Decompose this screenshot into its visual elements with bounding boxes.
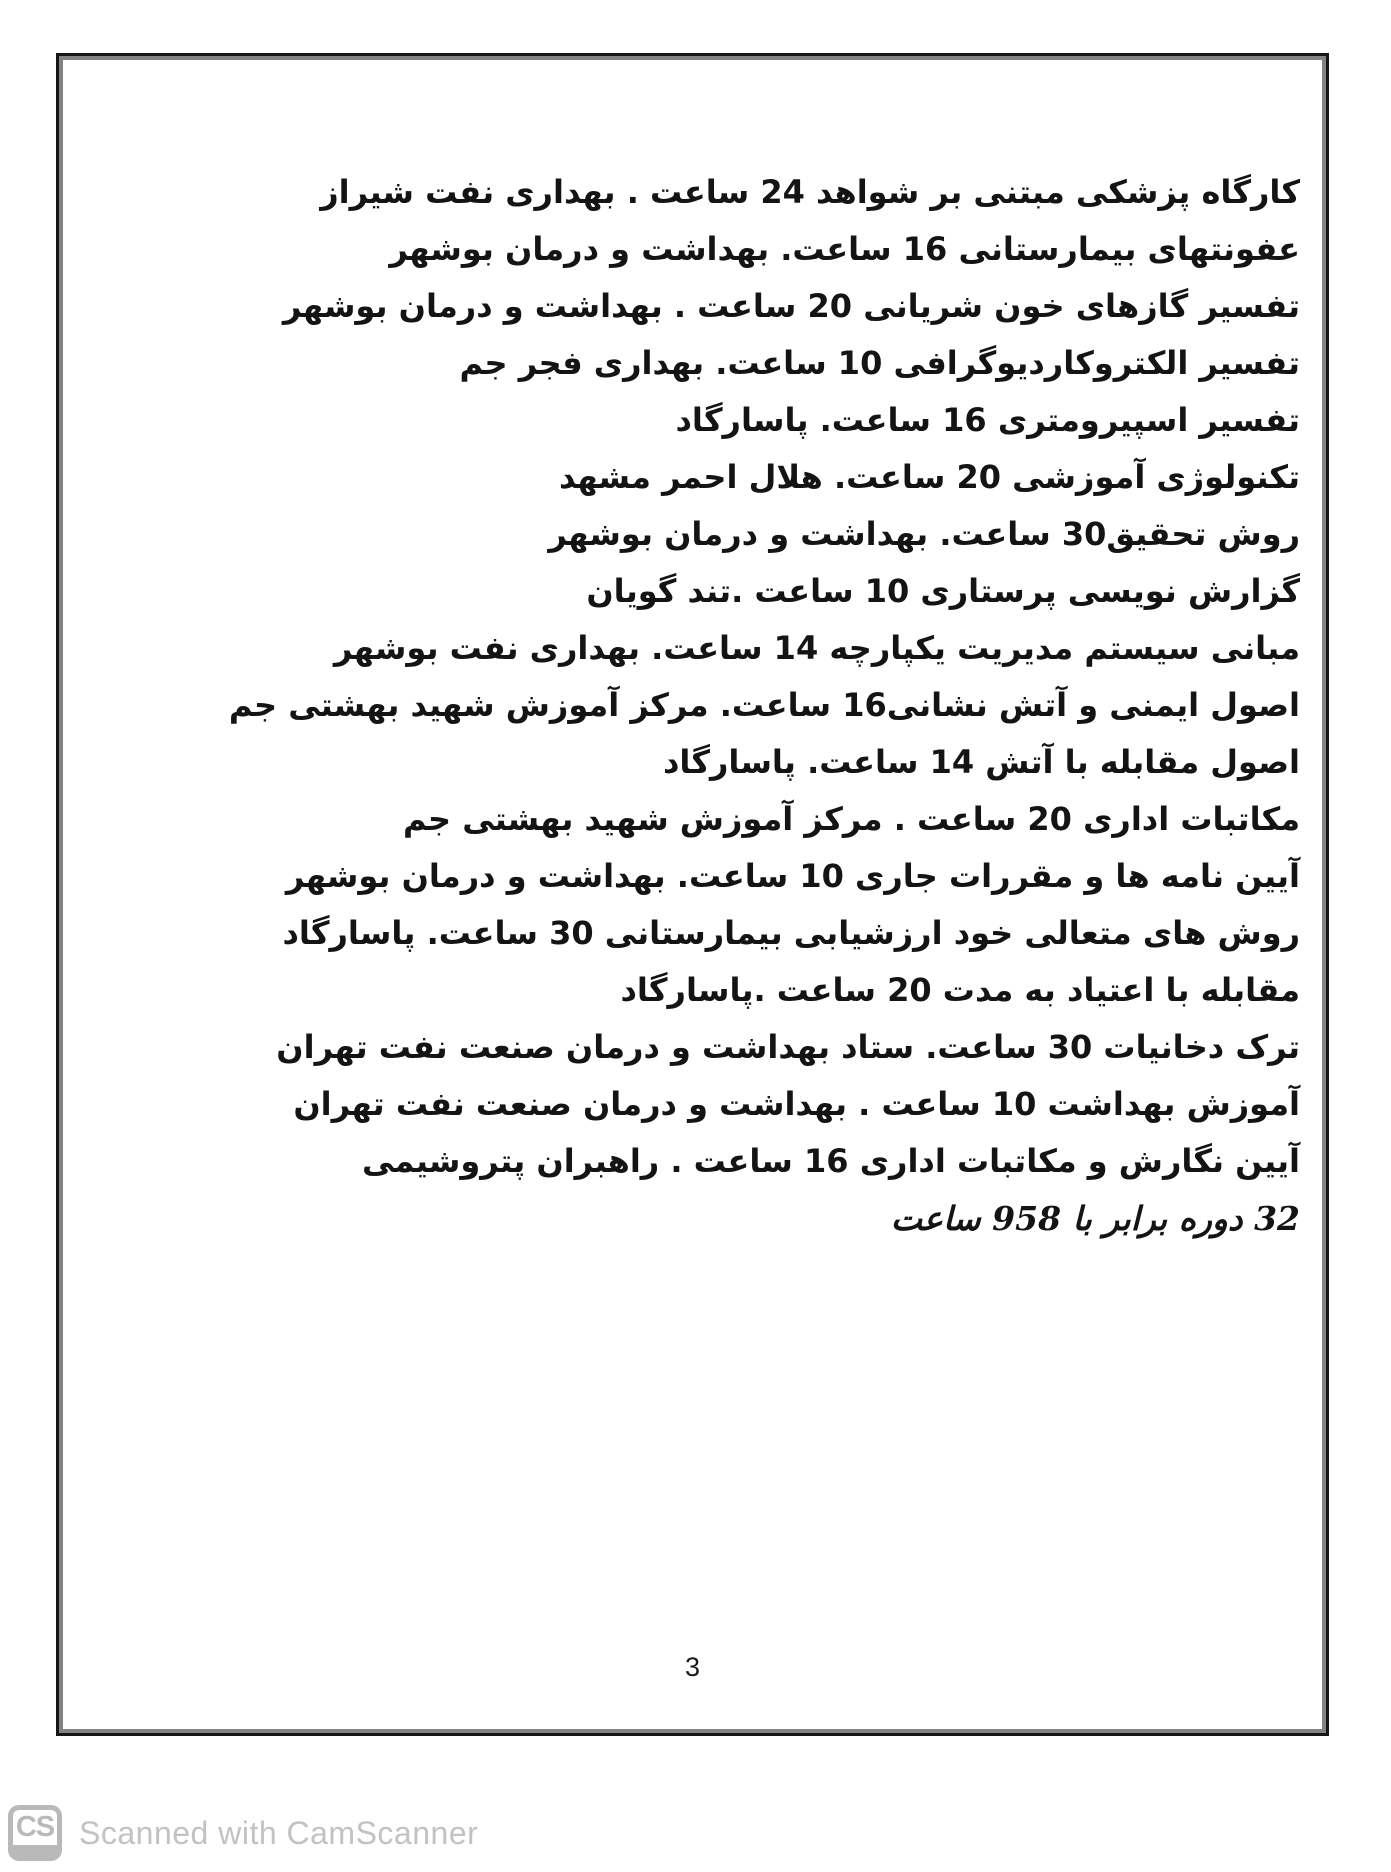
course-line: گزارش نویسی پرستاری 10 ساعت .تند گویان bbox=[586, 572, 1300, 610]
course-line: مبانی سیستم مدیریت یکپارچه 14 ساعت. بهداری نفت بوشهر bbox=[333, 629, 1300, 667]
course-line: مکاتبات اداری 20 ساعت . مرکز آموزش شهید بهشتی جم bbox=[402, 800, 1300, 838]
course-line: آیین نگارش و مکاتبات اداری 16 ساعت . راهبران پتروشیمی bbox=[362, 1142, 1300, 1180]
course-line: تکنولوژی آموزشی 20 ساعت. هلال احمر مشهد bbox=[558, 458, 1300, 496]
course-line: آموزش بهداشت 10 ساعت . بهداشت و درمان صنعت نفت تهران bbox=[293, 1085, 1300, 1123]
course-line: تفسیر گازهای خون شریانی 20 ساعت . بهداشت و درمان بوشهر bbox=[282, 287, 1300, 325]
camscanner-watermark-text: Scanned with CamScanner bbox=[79, 1814, 479, 1851]
course-line: اصول مقابله با آتش 14 ساعت. پاسارگاد bbox=[662, 743, 1300, 781]
camscanner-logo-icon bbox=[8, 1805, 62, 1861]
scanned-page-frame bbox=[56, 53, 1329, 1736]
course-line: ترک دخانیات 30 ساعت. ستاد بهداشت و درمان صنعت نفت تهران bbox=[276, 1028, 1300, 1066]
total-hours-summary: 32 دوره برابر با 958 ساعت bbox=[890, 1199, 1300, 1238]
course-line: کارگاه پزشکی مبتنی بر شواهد 24 ساعت . بهداری نفت شیراز bbox=[320, 173, 1300, 211]
course-line: آیین نامه ها و مقررات جاری 10 ساعت. بهداشت و درمان بوشهر bbox=[285, 857, 1300, 895]
course-list bbox=[99, 164, 1300, 1247]
course-line: تفسیر الکتروکاردیوگرافی 10 ساعت. بهداری فجر جم bbox=[459, 344, 1300, 382]
page-number: 3 bbox=[684, 1652, 701, 1682]
course-line: تفسیر اسپیرومتری 16 ساعت. پاسارگاد bbox=[675, 401, 1300, 439]
course-line: روش های متعالی خود ارزشیابی بیمارستانی 30 ساعت. پاسارگاد bbox=[282, 914, 1300, 952]
camscanner-watermark bbox=[8, 1804, 478, 1862]
course-line: عفونتهای بیمارستانی 16 ساعت. بهداشت و درمان بوشهر bbox=[389, 230, 1300, 268]
camscanner-logo-letters: CS bbox=[15, 1811, 55, 1843]
course-line: مقابله با اعتیاد به مدت 20 ساعت .پاسارگاد bbox=[620, 971, 1300, 1009]
course-line: اصول ایمنی و آتش نشانی16 ساعت. مرکز آموزش شهید بهشتی جم bbox=[228, 686, 1300, 724]
course-line: روش تحقیق30 ساعت. بهداشت و درمان بوشهر bbox=[548, 515, 1300, 553]
camscanner-logo-bar bbox=[13, 1845, 57, 1856]
